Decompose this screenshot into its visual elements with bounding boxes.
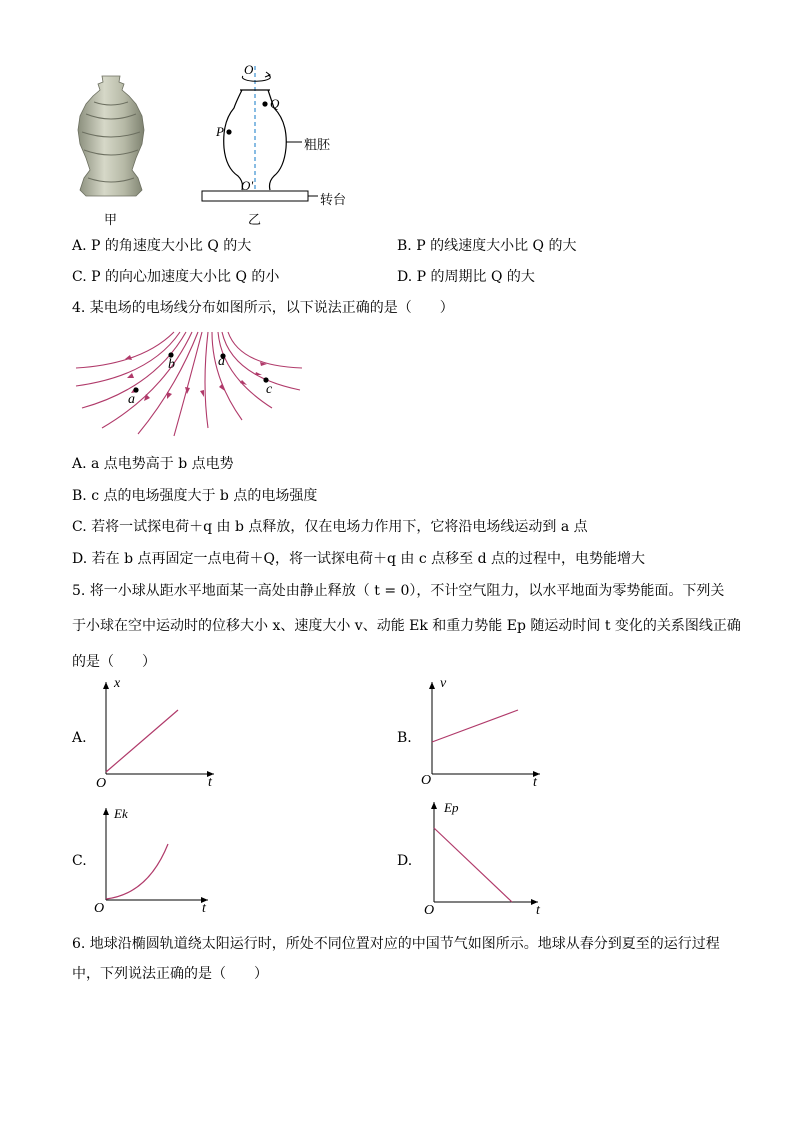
label-c: c bbox=[266, 382, 273, 397]
graph-d-origin: O bbox=[424, 903, 435, 918]
field-arrowheads bbox=[125, 355, 267, 401]
graph-c-curve bbox=[106, 844, 168, 899]
q3-option-d: D. P 的周期比 Q 的大 bbox=[397, 269, 535, 285]
graph-b-svg bbox=[418, 676, 548, 792]
vase-photo bbox=[72, 74, 150, 204]
q4-option-c: C. 若将一试探电荷＋q 由 b 点释放，仅在电场力作用下，它将沿电场线运动到 a 点 bbox=[72, 519, 588, 535]
graph-d-ylabel: Ep bbox=[444, 800, 459, 815]
graph-b-xlabel: t bbox=[533, 775, 537, 790]
label-b: b bbox=[168, 357, 175, 372]
q5-stem-line-3: 的是（ ） bbox=[72, 654, 156, 670]
graph-c-xlabel: t bbox=[202, 901, 206, 916]
graph-a-origin: O bbox=[96, 776, 107, 791]
figure-label-jia: 甲 bbox=[104, 213, 118, 228]
graph-c-svg bbox=[92, 800, 222, 916]
graph-a bbox=[92, 676, 222, 792]
graph-a-svg bbox=[92, 676, 222, 792]
q4-stem: 4. 某电场的电场线分布如图所示，以下说法正确的是（ ） bbox=[72, 300, 454, 316]
q5-stem-line-2: 于小球在空中运动时的位移大小 x、速度大小 v、动能 Ek 和重力势能 Ep 随运动时间 t 变化的关系图线正确 bbox=[72, 618, 741, 634]
callout-zhuantai: 转台 bbox=[320, 193, 347, 208]
label-Q: Q bbox=[270, 96, 280, 111]
graph-d-curve bbox=[434, 828, 512, 902]
graph-a-curve bbox=[106, 710, 178, 772]
graph-b-curve bbox=[432, 710, 518, 742]
q4-option-b: B. c 点的电场强度大于 b 点的电场强度 bbox=[72, 488, 318, 504]
q6-stem-line-2: 中，下列说法正确的是（ ） bbox=[72, 966, 268, 982]
graph-c-letter: C. bbox=[72, 853, 87, 869]
label-a: a bbox=[128, 392, 135, 407]
graph-c-origin: O bbox=[94, 901, 105, 916]
q3-option-c: C. P 的向心加速度大小比 Q 的小 bbox=[72, 269, 280, 285]
label-O-bottom: O' bbox=[241, 178, 254, 193]
point-P bbox=[226, 129, 231, 134]
vase-photo-drawing bbox=[72, 74, 150, 204]
graph-b-ylabel: v bbox=[440, 676, 447, 691]
graph-c-ylabel: Ek bbox=[114, 806, 128, 821]
q6-stem-line-1: 6. 地球沿椭圆轨道绕太阳运行时，所处不同位置对应的中国节气如图所示。地球从春分到夏至的运行过程 bbox=[72, 936, 720, 952]
q4-option-d: D. 若在 b 点再固定一点电荷＋Q，将一试探电荷＋q 由 c 点移至 d 点的过程中，电势能增大 bbox=[72, 551, 645, 567]
label-P: P bbox=[216, 124, 224, 139]
turntable bbox=[202, 191, 308, 201]
q3-option-b: B. P 的线速度大小比 Q 的大 bbox=[397, 238, 577, 254]
graph-d-letter: D. bbox=[397, 853, 413, 869]
q5-stem-line-1: 5. 将一小球从距水平地面某一高处由静止释放（ t = 0），不计空气阻力，以水平地面为零势能面。下列关 bbox=[72, 583, 725, 599]
electric-field-diagram bbox=[72, 328, 312, 440]
callout-pei: 粗胚 bbox=[304, 138, 331, 153]
field-lines-svg bbox=[72, 328, 312, 440]
graph-d bbox=[420, 796, 550, 916]
graph-b bbox=[418, 676, 548, 792]
graph-d-xlabel: t bbox=[536, 903, 540, 918]
q4-option-a: A. a 点电势高于 b 点电势 bbox=[72, 456, 234, 472]
graph-a-xlabel: t bbox=[208, 775, 212, 790]
graph-b-origin: O bbox=[421, 773, 432, 788]
graph-d-svg bbox=[420, 796, 550, 916]
graph-a-ylabel: x bbox=[114, 676, 121, 691]
q3-option-a: A. P 的角速度大小比 Q 的大 bbox=[72, 238, 252, 254]
graph-a-letter: A. bbox=[72, 730, 87, 746]
figure-label-yi: 乙 bbox=[248, 213, 262, 228]
graph-c bbox=[92, 800, 222, 916]
label-d: d bbox=[218, 354, 225, 369]
graph-b-letter: B. bbox=[397, 730, 412, 746]
point-Q bbox=[262, 101, 267, 106]
label-O-top: O bbox=[244, 62, 254, 77]
